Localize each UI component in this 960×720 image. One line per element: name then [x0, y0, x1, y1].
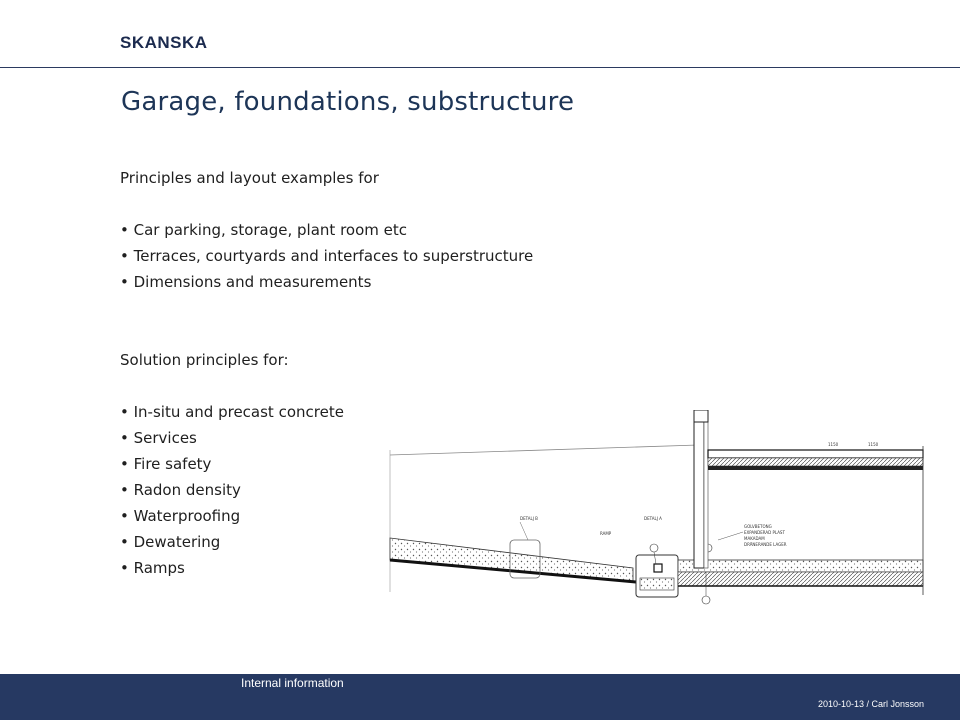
bullet-item: • Services	[120, 429, 197, 447]
bullet-item: • Dimensions and measurements	[120, 273, 372, 291]
bullet-item: • In-situ and precast concrete	[120, 403, 344, 421]
bullet-item: • Radon density	[120, 481, 241, 499]
classification-label: Internal information	[241, 676, 344, 690]
intro-text: Principles and layout examples for	[120, 169, 379, 187]
bullet-item: • Ramps	[120, 559, 185, 577]
svg-text:DRÄNERANDE LAGER: DRÄNERANDE LAGER	[744, 542, 787, 547]
svg-text:DETALJ B: DETALJ B	[520, 516, 538, 521]
slide-title: Garage, foundations, substructure	[121, 87, 575, 117]
footer-bar	[0, 674, 960, 720]
bullet-item: • Terraces, courtyards and interfaces to superstructure	[120, 247, 534, 265]
bullet-item: • Car parking, storage, plant room etc	[120, 221, 407, 239]
svg-text:EXPANDERAD PLAST: EXPANDERAD PLAST	[744, 530, 785, 535]
svg-text:GOLVBETONG: GOLVBETONG	[744, 524, 772, 529]
header-divider	[0, 67, 960, 68]
garage-section-drawing	[388, 410, 928, 615]
svg-text:RAMP: RAMP	[600, 531, 612, 536]
bullet-item: • Dewatering	[120, 533, 221, 551]
bullet-item: • Waterproofing	[120, 507, 241, 525]
svg-text:1150: 1150	[868, 442, 879, 447]
bullet-item: • Fire safety	[120, 455, 212, 473]
svg-text:DETALJ A: DETALJ A	[644, 516, 662, 521]
svg-text:MAKADAM: MAKADAM	[744, 536, 765, 541]
skanska-logo: SKANSKA	[120, 33, 208, 52]
solution-heading: Solution principles for:	[120, 351, 289, 369]
date-author-label: 2010-10-13 / Carl Jonsson	[817, 699, 924, 709]
svg-text:1150: 1150	[828, 442, 839, 447]
